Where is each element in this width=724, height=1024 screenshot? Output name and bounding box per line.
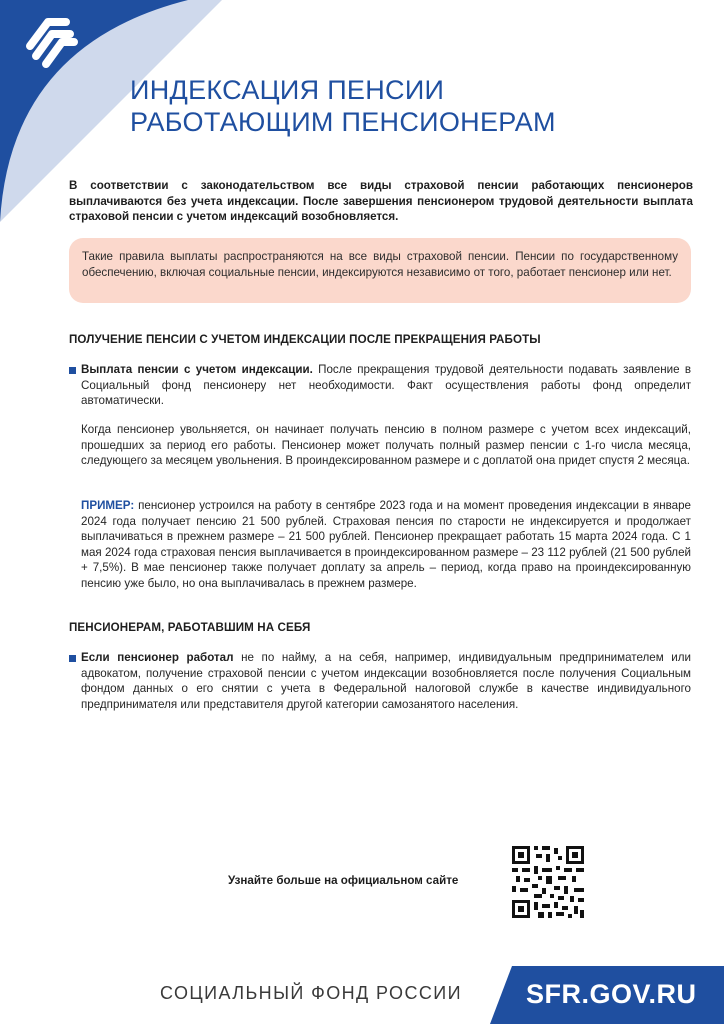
bullet-marker (69, 367, 76, 374)
bullet-text: После прекращения трудовой деятельности подавать заявление в Социальный фонд пенсионеру нет необходимости. Факт осуществления работы фонд определит автоматически. (81, 363, 692, 407)
footer-site-banner[interactable] (490, 966, 724, 1024)
bullet-lead: Если пенсионер работал (81, 651, 234, 664)
example-text: пенсионер устроился на работу в сентябре 2023 года и на момент проведения индексации в январе 2024 года получает пенсию 21 500 рублей. Страховая пенсия по старости не индексируется и продолжает выплачиваться в прежнем размере – 21 500 рублей. Пенсионер прекращает работать 15 марта 2024 года. С 1 мая 2024 года страховая пенсия выплачивается в проиндексированном размере – 23 112 рублей (21 500 рублей + 7,5%). В мае пенсионер также получает доплату за апрель – период, когда право на проиндексированную пенсию уже было, но она выплачивалась в прежнем размере. (81, 499, 691, 590)
bullet-lead: Выплата пенсии с учетом индексации. (81, 363, 313, 376)
section-2-heading: ПЕНСИОНЕРАМ, РАБОТАВШИМ НА СЕБЯ (69, 621, 311, 634)
title-line-1: ИНДЕКСАЦИЯ ПЕНСИИ (130, 75, 445, 105)
section-2-bullet-paragraph (81, 650, 691, 712)
example-label: ПРИМЕР: (81, 499, 135, 512)
qr-caption: Узнайте больше на официальном сайте (228, 874, 459, 887)
footer-site-link[interactable]: SFR.GOV.RU (526, 979, 697, 1009)
intro-paragraph: В соответствии с законодательством все виды страховой пенсии работающих пенсионеров выплачиваются без учета индексации. После завершения пенсионером трудовой деятельности выплата страховой пенсии с учетом индексаций возобновляется. (69, 179, 693, 223)
example-paragraph (81, 498, 691, 591)
bullet-marker (69, 655, 76, 662)
section-1-bullet-paragraph (81, 362, 691, 409)
page-title (130, 74, 690, 138)
title-line-2: РАБОТАЮЩИМ ПЕНСИОНЕРАМ (130, 107, 556, 137)
section-1-paragraph-2: Когда пенсионер увольняется, он начинает получать пенсию в полном размере с учетом всех индексаций, прошедших за период его работы. Пенсионер может получать полный размер пенсии с 1-го числа месяца, следующего за месяцем увольнения. В проиндексированном размере и с доплатой она придет спустя 2 месяца. (81, 423, 691, 467)
section-1-heading: ПОЛУЧЕНИЕ ПЕНСИИ С УЧЕТОМ ИНДЕКСАЦИИ ПОСЛЕ ПРЕКРАЩЕНИЯ РАБОТЫ (69, 333, 541, 346)
notice-text: Такие правила выплаты распространяются на все виды страховой пенсии. Пенсии по государственному обеспечению, включая социальные пенсии, индексируются независимо от того, работает пенсионер или нет. (82, 250, 678, 279)
footer-org-name: СОЦИАЛЬНЫЙ ФОНД РОССИИ (160, 983, 462, 1003)
notice-box (69, 238, 691, 303)
qr-code-icon[interactable] (512, 846, 584, 918)
bullet-text: не по найму, а на себя, например, индивидуальным предпринимателем или адвокатом, получение страховой пенсии с учетом индексации возобновляется после получения Социальным фондом данных о его снятии с учета в Федеральной налоговой службе в качестве индивидуального предпринимателя или представителя другой категории самозанятого населения. (81, 651, 692, 711)
